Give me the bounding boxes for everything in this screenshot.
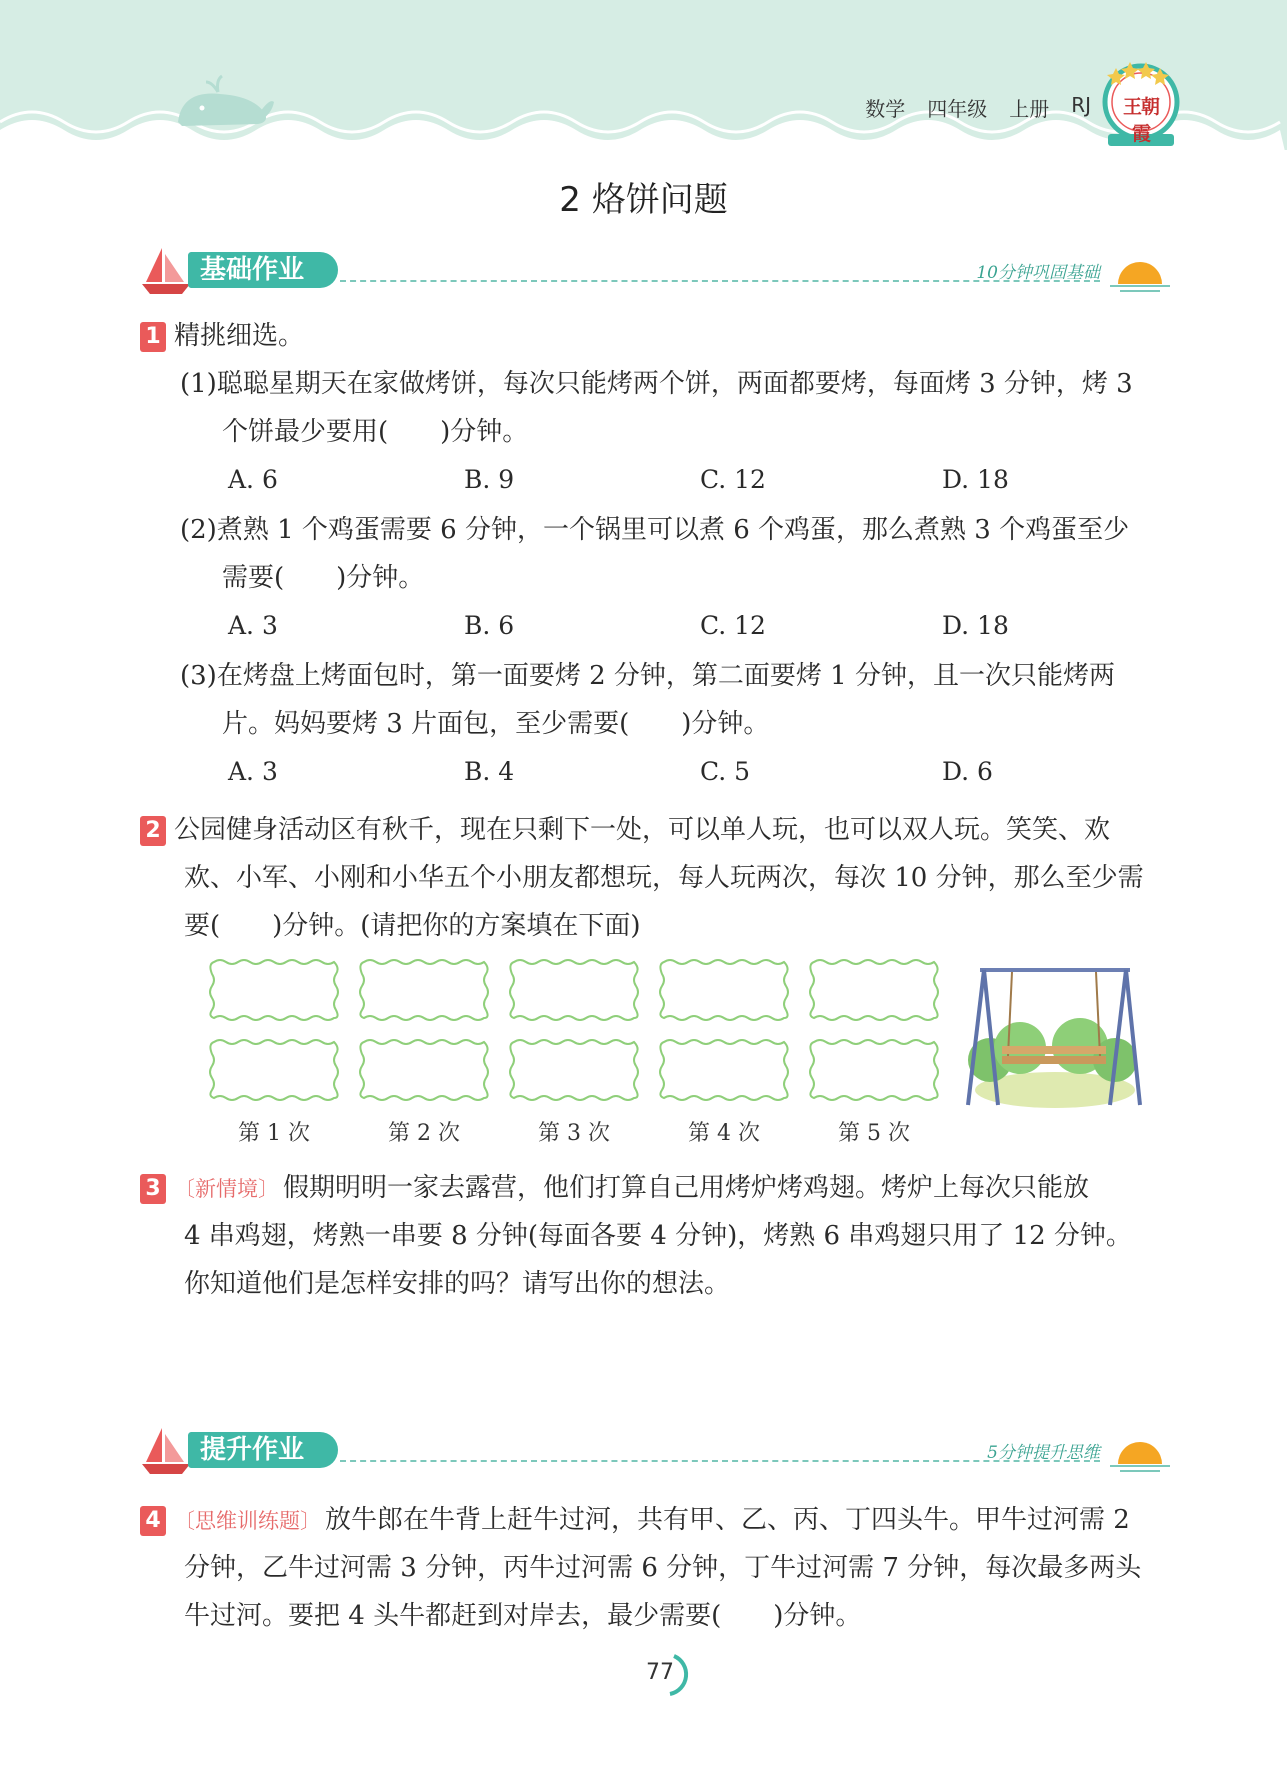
brand-name: 王朝霞 <box>1122 96 1159 145</box>
option-c[interactable]: C. 12 <box>700 465 766 494</box>
edition-label: RJ <box>1071 93 1091 117</box>
section-advanced-note: 5分钟提升思维 <box>987 1443 1100 1463</box>
answer-box-2a[interactable] <box>358 958 490 1022</box>
slot-label-1: 第 1 次 <box>238 1121 310 1146</box>
slot-label-5: 第 5 次 <box>838 1121 910 1146</box>
sunrise-icon <box>1110 1430 1170 1474</box>
q3-line3: 你知道他们是怎样安排的吗？请写出你的想法。 <box>184 1269 731 1299</box>
thinking-training-tag: 〔思维训练题〕 <box>174 1509 321 1533</box>
sunrise-icon <box>1110 250 1170 294</box>
option-d[interactable]: D. 18 <box>942 611 1009 640</box>
question-1-title: 精挑细选。 <box>174 321 305 351</box>
page-title: 2 烙饼问题 <box>559 180 728 220</box>
sailboat-icon <box>140 1426 192 1476</box>
swing-illustration <box>950 960 1150 1115</box>
question-number-badge: 1 <box>140 322 166 352</box>
answer-box-5b[interactable] <box>808 1038 940 1102</box>
option-d[interactable]: D. 18 <box>942 465 1009 494</box>
q3-line2: 4 串鸡翅，烤熟一串要 8 分钟(每面各要 4 分钟)，烤熟 6 串鸡翅只用了 12 分钟。 <box>184 1221 1132 1251</box>
q1-sub2-line2: 需要( )分钟。 <box>222 563 425 593</box>
answer-box-1b[interactable] <box>208 1038 340 1102</box>
q4-line3: 牛过河。要把 4 头牛都赶到对岸去，最少需要( )分钟。 <box>184 1601 862 1631</box>
header-meta <box>865 93 1091 122</box>
option-a[interactable]: A. 6 <box>228 465 278 494</box>
q2-text-1: 公园健身活动区有秋千，现在只剩下一处，可以单人玩，也可以双人玩。笑笑、欢 <box>174 815 1111 845</box>
q4-text-1: 放牛郎在牛背上赶牛过河，共有甲、乙、丙、丁四头牛。甲牛过河需 2 <box>325 1505 1130 1535</box>
q2-line2: 欢、小军、小刚和小华五个小朋友都想玩，每人玩两次，每次 10 分钟，那么至少需 <box>184 863 1144 893</box>
q1-sub1-line2: 个饼最少要用( )分钟。 <box>222 417 529 447</box>
option-b[interactable]: B. 6 <box>464 611 515 640</box>
section-basic <box>140 246 1180 296</box>
slot-label-3: 第 3 次 <box>538 1121 610 1146</box>
answer-box-5a[interactable] <box>808 958 940 1022</box>
page-number: 77 <box>646 1660 674 1685</box>
q1-sub1-line1: (1)聪聪星期天在家做烤饼，每次只能烤两个饼，两面都要烤，每面烤 3 分钟，烤 3 <box>180 369 1133 399</box>
q4-line1 <box>140 1496 1130 1545</box>
option-c[interactable]: C. 12 <box>700 611 766 640</box>
option-d[interactable]: D. 6 <box>942 757 993 786</box>
answer-box-1a[interactable] <box>208 958 340 1022</box>
q4-line2: 分钟，乙牛过河需 3 分钟，丙牛过河需 6 分钟，丁牛过河需 7 分钟，每次最多两头 <box>184 1553 1142 1583</box>
q2-line1 <box>140 806 1110 854</box>
grade-label: 四年级 <box>927 97 988 121</box>
question-number-badge: 4 <box>140 1506 166 1536</box>
option-b[interactable]: B. 4 <box>464 757 515 786</box>
question-number-badge: 2 <box>140 816 166 846</box>
volume-label: 上册 <box>1009 97 1050 121</box>
q1-sub3-line2: 片。妈妈要烤 3 片面包，至少需要( )分钟。 <box>222 709 770 739</box>
answer-box-4b[interactable] <box>658 1038 790 1102</box>
whale-icon <box>172 72 276 132</box>
question-number-badge: 3 <box>140 1174 166 1204</box>
q2-line3: 要( )分钟。(请把你的方案填在下面) <box>184 911 641 941</box>
slot-label-4: 第 4 次 <box>688 1121 760 1146</box>
answer-box-4a[interactable] <box>658 958 790 1022</box>
q1-sub3-line1: (3)在烤盘上烤面包时，第一面要烤 2 分钟，第二面要烤 1 分钟，且一次只能烤两 <box>180 661 1115 691</box>
answer-box-3a[interactable] <box>508 958 640 1022</box>
sailboat-icon <box>140 246 192 296</box>
section-divider <box>340 1460 1100 1462</box>
section-advanced <box>140 1426 1180 1476</box>
section-basic-label: 基础作业 <box>188 252 338 288</box>
section-advanced-label: 提升作业 <box>188 1432 338 1468</box>
q3-line1 <box>140 1164 1089 1213</box>
section-basic-note: 10分钟巩固基础 <box>976 263 1100 283</box>
q3-text-1: 假期明明一家去露营，他们打算自己用烤炉烤鸡翅。烤炉上每次只能放 <box>283 1173 1090 1203</box>
swing-plan-grid <box>208 958 948 1146</box>
q1-sub2-line1: (2)煮熟 1 个鸡蛋需要 6 分钟，一个锅里可以煮 6 个鸡蛋，那么煮熟 3 个鸡蛋至少 <box>180 515 1130 545</box>
answer-box-2b[interactable] <box>358 1038 490 1102</box>
option-a[interactable]: A. 3 <box>228 757 278 786</box>
slot-label-2: 第 2 次 <box>388 1121 460 1146</box>
option-c[interactable]: C. 5 <box>700 757 751 786</box>
option-a[interactable]: A. 3 <box>228 611 278 640</box>
subject-label: 数学 <box>865 97 906 121</box>
new-context-tag: 〔新情境〕 <box>174 1177 279 1201</box>
option-b[interactable]: B. 9 <box>464 465 515 494</box>
answer-box-3b[interactable] <box>508 1038 640 1102</box>
question-1-heading <box>140 312 1180 360</box>
